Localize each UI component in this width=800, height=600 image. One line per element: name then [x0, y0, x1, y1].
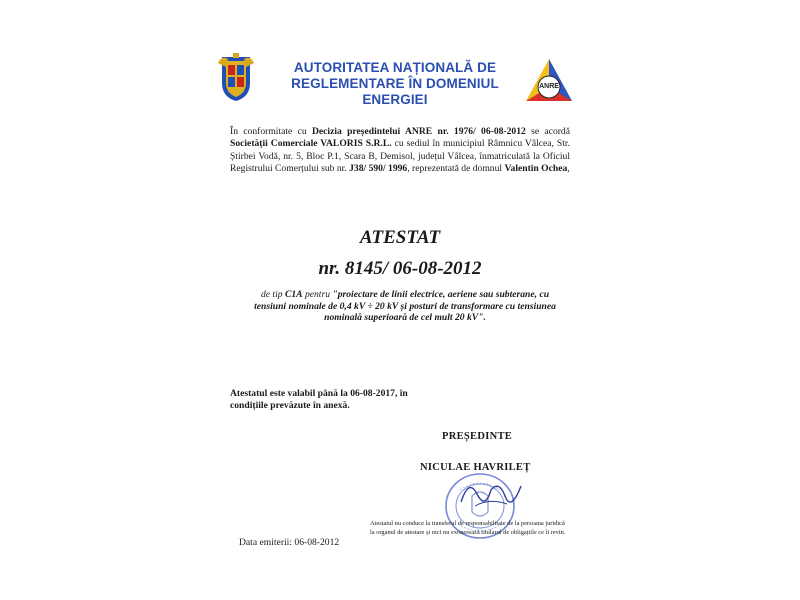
authority-line-2: REGLEMENTARE ÎN DOMENIUL ENERGIEI: [291, 76, 499, 107]
company-name: Societății Comerciale VALORIS S.R.L.: [230, 138, 392, 150]
decision-reference: Decizia președintelui ANRE nr. 1976/ 06-08-2012: [311, 126, 526, 137]
intro-text-3: cu sediul în municipiul Râmnicu Vâlcea, Str. Știrbei Vodă, nr. 5, Bloc P.1, Scara B, Demisol, județul Vâlcea, înmatriculată la Oficiul Registrului Comerțului sub nr.: [230, 138, 570, 175]
authority-line-1: AUTORITATEA NAȚIONALĂ DE: [293, 60, 497, 75]
scope-text-1: de tip: [260, 289, 285, 300]
certificate-title: ATESTAT: [359, 227, 441, 248]
intro-paragraph: [230, 126, 570, 176]
president-label: PREȘEDINTE: [442, 431, 513, 442]
registry-number: J38/ 590/ 1996: [349, 163, 408, 175]
certificate-number: nr. 8145/ 06-08-2012: [318, 258, 482, 279]
handwritten-signature-icon: [455, 472, 525, 512]
intro-text-5: ,: [567, 163, 570, 175]
certificate-type: C1A: [284, 289, 303, 300]
scope-description: "proiectare de linii electrice, aeriene sau subterane, cu tensiuni nominale de 0,4 kV ÷ 20 kV și posturi de transformare cu tensiunea nominală superioară de cel mult 20 kV".: [254, 289, 556, 324]
scope-paragraph: [246, 289, 564, 324]
intro-text-2: se acordă: [525, 126, 570, 137]
scope-text-2: pentru: [302, 289, 333, 300]
signer-name: NICULAE HAVRILEȚ: [420, 462, 531, 473]
intro-text-1: În conformitate cu: [230, 126, 312, 137]
liability-footnote: Atestatul nu conduce la transferul de responsabilitate de la persoana juridică la organul de atestare și nici nu exonerează titularul de obligațiile ce îi revin.: [370, 520, 566, 536]
intro-text-4: , reprezentată de domnul: [407, 163, 505, 175]
anre-logo: [524, 57, 574, 105]
romania-coat-of-arms-icon: [216, 53, 256, 103]
representative-name: Valentin Ochea: [504, 163, 568, 175]
anre-logo-text: ANRE: [539, 83, 559, 90]
authority-name: [272, 60, 518, 108]
anre-triangle-icon: [524, 57, 574, 105]
validity-statement: Atestatul este valabil până la 06-08-2017, în condițiile prevăzute în anexă.: [230, 388, 408, 411]
issue-date: Data emiterii: 06-08-2012: [239, 537, 340, 548]
